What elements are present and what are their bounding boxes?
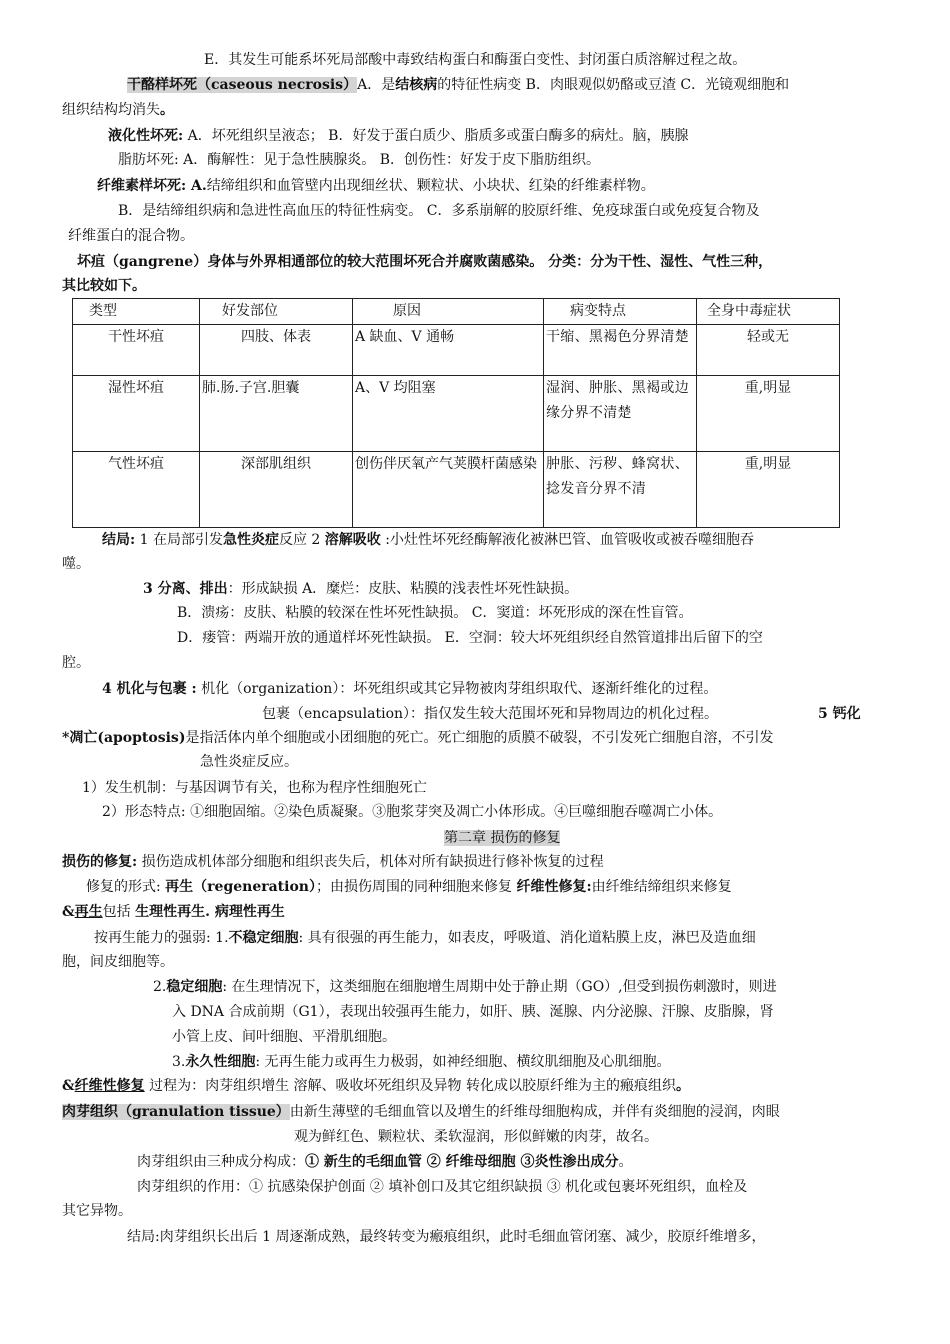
text-line: 4 机化与包裹 : 机化（organization）：坏死组织或其它异物被肉芽组织取代、逐渐纤维化的过程。 [102,681,718,697]
table-header-cell: 全身中毒症状 [697,299,840,325]
text-line: 包裹（encapsulation）：指仅发生较大范围坏死和异物周边的机化过程。 [262,706,719,722]
caseous-necrosis-line: 干酪样坏死（caseous necrosis）A．是结核病的特征性病变 B．肉眼观似奶酪或豆渣 C．光镜观细胞和 [127,77,790,93]
text-line: B．是结缔组织病和急进性高血压的特征性病变。 C．多系崩解的胶原纤维、免疫球蛋白或免疫复合物及 [118,203,760,219]
text-line: 5 钙化 [818,706,861,722]
table-cell: A 缺血、V 通畅 [353,325,544,376]
table-header-cell: 原因 [353,299,544,325]
text-line: B．溃疡：皮肤、粘膜的较深在性坏死性缺损。 C．窦道：坏死形成的深在性盲管。 [177,605,693,621]
text-line: 腔。 [62,655,90,671]
chapter-title: 第二章 损伤的修复 [444,830,561,846]
gangrene-comparison-table [72,298,840,528]
table-cell: 气性坏疽 [73,452,200,528]
text-line: 3 分离、排出：形成缺损 A．糜烂：皮肤、粘膜的浅表性坏死性缺损。 [143,581,579,597]
table-cell: 干缩、黑褐色分界清楚 [544,325,697,376]
table-cell: 湿性坏疽 [73,376,200,452]
text-line: 纤维蛋白的混合物。 [68,228,194,244]
text-line: 小管上皮、间叶细胞、平滑肌细胞。 [172,1029,396,1045]
text-line: 肉芽组织（granulation tissue）由新生薄壁的毛细血管以及增生的纤维母细胞构成，并伴有炎细胞的浸润，肉眼 [62,1104,780,1120]
text-line: 噬。 [62,556,90,572]
text-line: 结局:肉芽组织长出后 1 周逐渐成熟，最终转变为瘢痕组织，此时毛细血管闭塞、减少，胶原纤维增多， [127,1229,766,1245]
text-line: &再生包括 生理性再生. 病理性再生 [62,904,285,920]
table-cell: 湿润、肿胀、黑褐或边缘分界不清楚 [544,376,697,452]
text-line: 急性炎症反应。 [200,754,298,770]
term-fibrinoid-necrosis: 纤维素样坏死: [97,178,187,194]
table-cell: 深部肌组织 [200,452,353,528]
text-line: &纤维性修复 过程为：肉芽组织增生 溶解、吸收坏死组织及异物 转化成以胶原纤维为主的瘢痕组织。 [62,1078,690,1094]
term-apoptosis: *凋亡(apoptosis) [62,730,186,746]
term-liquefactive-necrosis: 液化性坏死: [108,128,184,144]
term-caseous-necrosis: 干酪样坏死（caseous necrosis） [127,77,358,93]
table-row [73,376,840,452]
text-line: 3.永久性细胞: 无再生能力或再生力极弱，如神经细胞、横纹肌细胞及心肌细胞。 [172,1054,671,1070]
text-line: 1）发生机制：与基因调节有关，也称为程序性细胞死亡 [82,780,427,796]
table-cell: 重,明显 [697,452,840,528]
gangrene-line: 坏疽（gangrene）身体与外界相通部位的较大范围坏死合并腐败菌感染。 分类：分为干性、湿性、气性三种， [77,254,773,270]
outcome-line: 结局: 1 在局部引发急性炎症反应 2 溶解吸收 :小灶性坏死经酶解液化被淋巴管、血管吸收或被吞噬细胞吞 [102,532,754,548]
text-line: 修复的形式: 再生（regeneration）；由损伤周围的同种细胞来修复 纤维性修复:由纤维结缔组织来修复 [86,879,732,895]
text-line: 其它异物。 [62,1203,132,1219]
table-row [73,452,840,528]
text-line: 按再生能力的强弱: 1.不稳定细胞: 具有很强的再生能力，如表皮，呼吸道、消化道粘膜上皮，淋巴及造血细 [94,930,756,946]
table-header-row [73,299,840,325]
table-cell: 重,明显 [697,376,840,452]
text-line: 肉芽组织的作用：① 抗感染保护创面 ② 填补创口及其它组织缺损 ③ 机化或包裹坏死组织，血栓及 [137,1179,748,1195]
table-cell: A、V 均阻塞 [353,376,544,452]
term-granulation-tissue: 肉芽组织（granulation tissue） [62,1104,290,1120]
table-header-cell: 类型 [73,299,200,325]
text-line: 其比较如下。 [62,278,146,294]
table-row [73,325,840,376]
table-cell: 肺.肠.子宫.胆囊 [200,376,353,452]
fat-necrosis-line: 脂肪坏死: A．酶解性：见于急性胰腺炎。 B．创伤性：好发于皮下脂肪组织。 [118,152,601,168]
table-header-cell: 病变特点 [544,299,697,325]
text-line: 观为鲜红色、颗粒状、柔软湿润，形似鲜嫩的肉芽，故名。 [294,1129,658,1145]
table-cell: 轻或无 [697,325,840,376]
text-line: 2）形态特点: ①细胞固缩。②染色质凝聚。③胞浆芽突及凋亡小体形成。④巨噬细胞吞噬凋亡小体。 [102,804,723,820]
table-cell: 创伤伴厌氧产气荚膜杆菌感染 [353,452,544,528]
text-line: 入 DNA 合成前期（G1），表现出较强再生能力，如肝、胰、涎腺、内分泌腺、汗腺、皮脂腺，肾 [172,1004,774,1020]
apoptosis-line: *凋亡(apoptosis)是指活体内单个细胞或小团细胞的死亡。死亡细胞的质膜不破裂，不引发死亡细胞自溶，不引发 [62,730,774,746]
repair-line: 损伤的修复: 损伤造成机体部分细胞和组织丧失后，机体对所有缺损进行修补恢复的过程 [62,854,604,870]
table-cell: 四肢、体表 [200,325,353,376]
table-cell: 干性坏疽 [73,325,200,376]
text-line: 肉芽组织由三种成分构成：① 新生的毛细血管 ② 纤维母细胞 ③炎性渗出成分。 [137,1154,633,1170]
text-line: 2.稳定细胞: 在生理情况下，这类细胞在细胞增生周期中处于静止期（GO）,但受到损伤刺激时，则进 [153,979,777,995]
fibrinoid-necrosis-line: 纤维素样坏死: A.结缔组织和血管壁内出现细丝状、颗粒状、小块状、红染的纤维素样物。 [97,178,655,194]
text-line: 组织结构均消失。 [62,102,174,118]
text-line: D．瘘管：两端开放的通道样坏死性缺损。 E．空洞：较大坏死组织经自然管道排出后留下的空 [177,630,763,646]
text-line: 胞，间皮细胞等。 [62,954,174,970]
liquefactive-necrosis-line: 液化性坏死: A．坏死组织呈液态； B．好发于蛋白质少、脂质多或蛋白酶多的病灶。脑，胰腺 [108,128,689,144]
table-cell: 肿胀、污秽、蜂窝状、捻发音分界不清 [544,452,697,528]
table-header-cell: 好发部位 [200,299,353,325]
text-line: E．其发生可能系坏死局部酸中毒致结构蛋白和酶蛋白变性、封闭蛋白质溶解过程之故。 [204,52,747,68]
